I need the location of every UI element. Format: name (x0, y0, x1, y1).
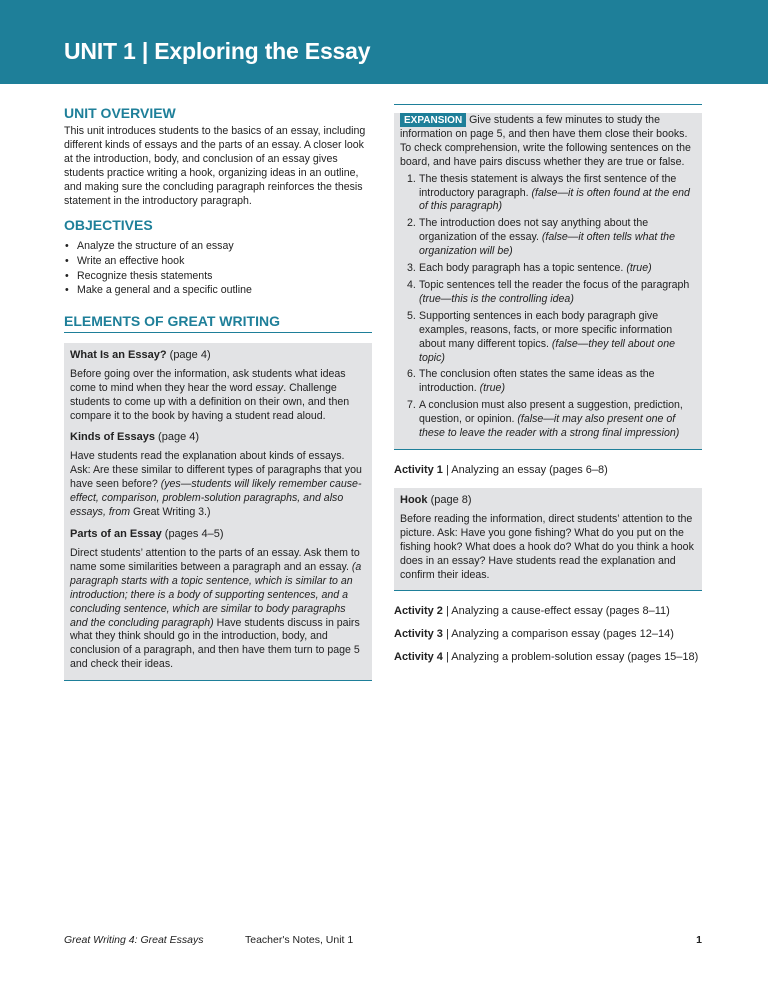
left-column (64, 104, 372, 681)
hook-heading: Hook (page 8) (400, 493, 472, 506)
block-heading: Kinds of Essays (page 4) (70, 431, 200, 444)
list-item: 4. Topic sentences tell the reader the focus of the paragraph (true—this is the controlling idea) (407, 278, 690, 305)
objectives-title: OBJECTIVES (64, 217, 153, 234)
list-item: • Write an effective hook (64, 254, 372, 269)
activity-3: Activity 3 | Analyzing a comparison essay (pages 12–14) (394, 628, 674, 641)
what-is-essay-block (70, 348, 366, 424)
expansion-intro: EXPANSION Give students a few minutes to study the information on page 5, and then have them close their books. To check comprehension, write the following sentences on the board, and have pairs discuss whether they are true or false. (400, 114, 691, 168)
overview-title: UNIT OVERVIEW (64, 105, 176, 121)
overview-text: This unit introduces students to the basics of an essay, including different kinds of essays and the parts of an essay. A closer look at the introduction, body, and conclusion of an essay gives students practice writing a hook, organizing ideas in an outline, and making sure the concluding paragraph reinforces the thesis statement in the introductory paragraph. (64, 125, 366, 207)
parts-of-essay-block (70, 527, 366, 672)
elements-box (64, 343, 372, 681)
activity-1: Activity 1 | Analyzing an essay (pages 6–8) (394, 463, 608, 476)
block-heading: Parts of an Essay (pages 4–5) (70, 527, 224, 540)
list-item: 1. The thesis statement is always the first sentence of the introductory paragraph. (false—it is often found at the end of this paragraph) (407, 172, 690, 213)
block-text: Direct students’ attention to the parts of an essay. Ask them to name some similarities between a paragraph and an essay. (a paragraph starts with a topic sentence, which is similar to an introduction; there is a body of supporting sentences, and a concluding sentence, which are similar to body paragraphs and the concluding paragraph) Have students discuss in pairs what they think should go in the introduction, body, and conclusion of a paragraph, and then have them turn to page 5 and check their ideas. (70, 546, 362, 671)
kinds-of-essays-block (70, 430, 366, 520)
list-item: 7. A conclusion must also present a suggestion, prediction, question, or opinion. (false—it may also present one of these to leave the reader with a strong final impression) (407, 399, 683, 440)
block-heading: What Is an Essay? (page 4) (70, 348, 211, 361)
list-item: • Make a general and a specific outline (64, 283, 372, 298)
activity-4: Activity 4 | Analyzing a problem-solution essay (pages 15–18) (394, 651, 699, 664)
activity-2: Activity 2 | Analyzing a cause-effect essay (pages 8–11) (394, 605, 670, 618)
list-item: • Recognize thesis statements (64, 269, 372, 284)
list-item: 3. Each body paragraph has a topic sentence. (true) (407, 262, 652, 275)
elements-title: ELEMENTS OF GREAT WRITING (64, 312, 372, 333)
hook-box (394, 488, 702, 592)
list-item: 5. Supporting sentences in each body paragraph give examples, reasons, facts, or more specific information about many different topics. (false—they tell about one topic) (407, 309, 675, 364)
right-column (394, 104, 702, 664)
footer-book-title: Great Writing 4: Great Essays (64, 934, 204, 946)
list-item: 2. The introduction does not say anything about the organization of the essay. (false—it often tells what the organization will be) (407, 217, 675, 258)
page-title: UNIT 1 | Exploring the Essay (64, 38, 371, 64)
objectives-list (64, 239, 372, 297)
title-banner (0, 0, 768, 84)
list-item: 6. The conclusion often states the same ideas as the introduction. (true) (407, 368, 655, 395)
expansion-rule (394, 104, 702, 450)
block-text: Have students read the explanation about kinds of essays. Ask: Are these similar to different types of paragraphs that you have seen before? (yes—students will likely remember cause-effect, comparison, problem-solution paragraphs, and also essays, from Great Writing 3.) (70, 450, 362, 519)
page-number: 1 (696, 934, 702, 946)
expansion-box (394, 113, 702, 450)
footer-section: Teacher's Notes, Unit 1 (245, 934, 354, 946)
hook-text: Before reading the information, direct students’ attention to the picture. Ask: Have you gone fishing? What do you put on the fishing hook? What does a hook do? What do you think a hook does in an essay? Have students read the explanation and confirm their ideas. (400, 512, 694, 581)
expansion-list (400, 173, 695, 441)
expansion-badge: EXPANSION (400, 113, 466, 127)
list-item: • Analyze the structure of an essay (64, 239, 372, 254)
block-text: Before going over the information, ask students what ideas come to mind when they hear the word essay. Challenge students to come up with a definition on their own, and then compare it to the book by having a student read aloud. (70, 367, 350, 422)
